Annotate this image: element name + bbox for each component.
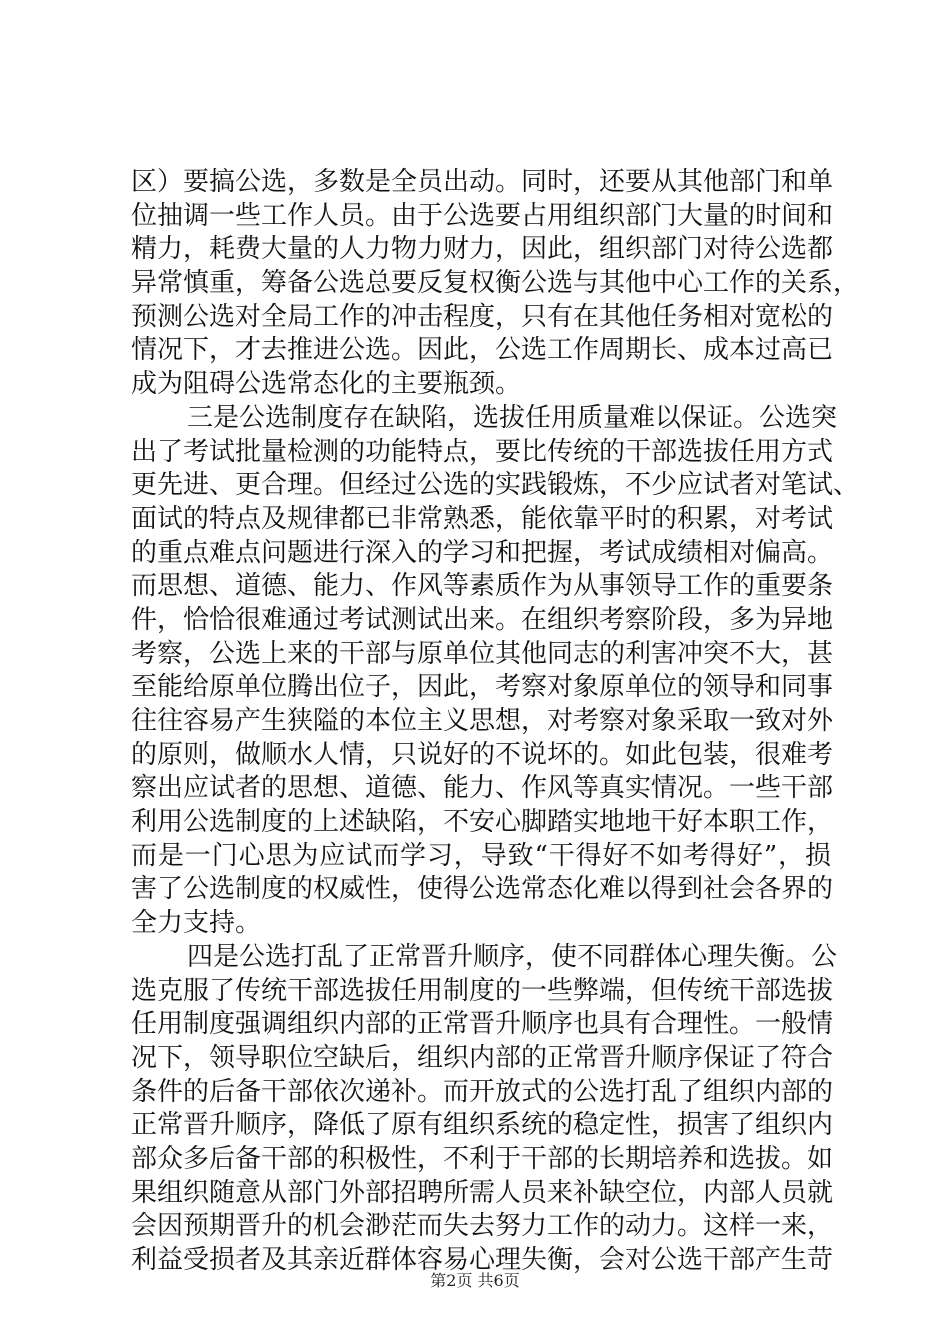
text-line: 利益受损者及其亲近群体容易心理失衡，会对公选干部产生苛 xyxy=(131,1245,834,1275)
paragraph-start-line: 三是公选制度存在缺陷，选拔任用质量难以保证。公选突 xyxy=(187,402,838,433)
text-line: 往往容易产生狭隘的本位主义思想，对考察对象采取一致对外 xyxy=(131,706,834,736)
text-line: 而思想、道德、能力、作风等素质作为从事领导工作的重要条 xyxy=(131,571,834,602)
page-footer: 第2页 共6页 xyxy=(430,1271,520,1290)
text-line: 全力支持。 xyxy=(131,908,262,939)
text-line: 正常晋升顺序，降低了原有组织系统的稳定性，损害了组织内 xyxy=(131,1110,834,1141)
text-line: 位抽调一些工作人员。由于公选要占用组织部门大量的时间和 xyxy=(131,200,834,231)
text-line: 成为阻碍公选常态化的主要瓶颈。 xyxy=(131,369,522,400)
text-line: 考察，公选上来的干部与原单位其他同志的利害冲突不大，甚 xyxy=(131,638,834,669)
text-line: 的重点难点问题进行深入的学习和把握，考试成绩相对偏高。 xyxy=(131,537,834,568)
text-line: 的原则，做顺水人情，只说好的不说坏的。如此包装，很难考 xyxy=(131,739,834,770)
text-line: 情况下，才去推进公选。因此，公选工作周期长、成本过高已 xyxy=(131,335,834,366)
text-line: 异常慎重，筹备公选总要反复权衡公选与其他中心工作的关系， xyxy=(131,268,860,299)
text-line: 况下，领导职位空缺后，组织内部的正常晋升顺序保证了符合 xyxy=(131,1042,834,1073)
text-line: 面试的特点及规律都已非常熟悉，能依靠平时的积累，对考试 xyxy=(131,503,834,534)
text-line: 预测公选对全局工作的冲击程度，只有在其他任务相对宽松的 xyxy=(131,301,834,332)
text-line: 部众多后备干部的积极性，不利于干部的长期培养和选拔。如 xyxy=(131,1143,834,1174)
text-line: 利用公选制度的上述缺陷，不安心脚踏实地地干好本职工作， xyxy=(131,807,834,838)
text-line: 件，恰恰很难通过考试测试出来。在组织考察阶段，多为异地 xyxy=(131,604,834,635)
text-line: 至能给原单位腾出位子，因此，考察对象原单位的领导和同事 xyxy=(131,672,834,703)
text-line: 察出应试者的思想、道德、能力、作风等真实情况。一些干部 xyxy=(131,773,834,804)
text-line: 更先进、更合理。但经过公选的实践锻炼，不少应试者对笔试、 xyxy=(131,470,860,501)
text-line: 区）要搞公选，多数是全员出动。同时，还要从其他部门和单 xyxy=(131,167,834,197)
text-line: 任用制度强调组织内部的正常晋升顺序也具有合理性。一般情 xyxy=(131,1009,834,1040)
text-line: 害了公选制度的权威性，使得公选常态化难以得到社会各界的 xyxy=(131,874,834,905)
text-line: 选克服了传统干部选拔任用制度的一些弊端，但传统干部选拔 xyxy=(131,975,834,1006)
text-line: 会因预期晋升的机会渺茫而失去努力工作的动力。这样一来， xyxy=(131,1211,834,1242)
text-line: 精力，耗费大量的人力物力财力，因此，组织部门对待公选都 xyxy=(131,234,834,265)
text-line: 出了考试批量检测的功能特点，要比传统的干部选拔任用方式 xyxy=(131,436,834,467)
body-text xyxy=(131,166,860,1278)
text-line: 条件的后备干部依次递补。而开放式的公选打乱了组织内部的 xyxy=(131,1076,834,1107)
paragraph-start-line: 四是公选打乱了正常晋升顺序，使不同群体心理失衡。公 xyxy=(187,941,838,972)
text-line: 果组织随意从部门外部招聘所需人员来补缺空位，内部人员就 xyxy=(131,1177,834,1208)
text-line: 而是一门心思为应试而学习，导致“干得好不如考得好”，损 xyxy=(131,840,831,871)
